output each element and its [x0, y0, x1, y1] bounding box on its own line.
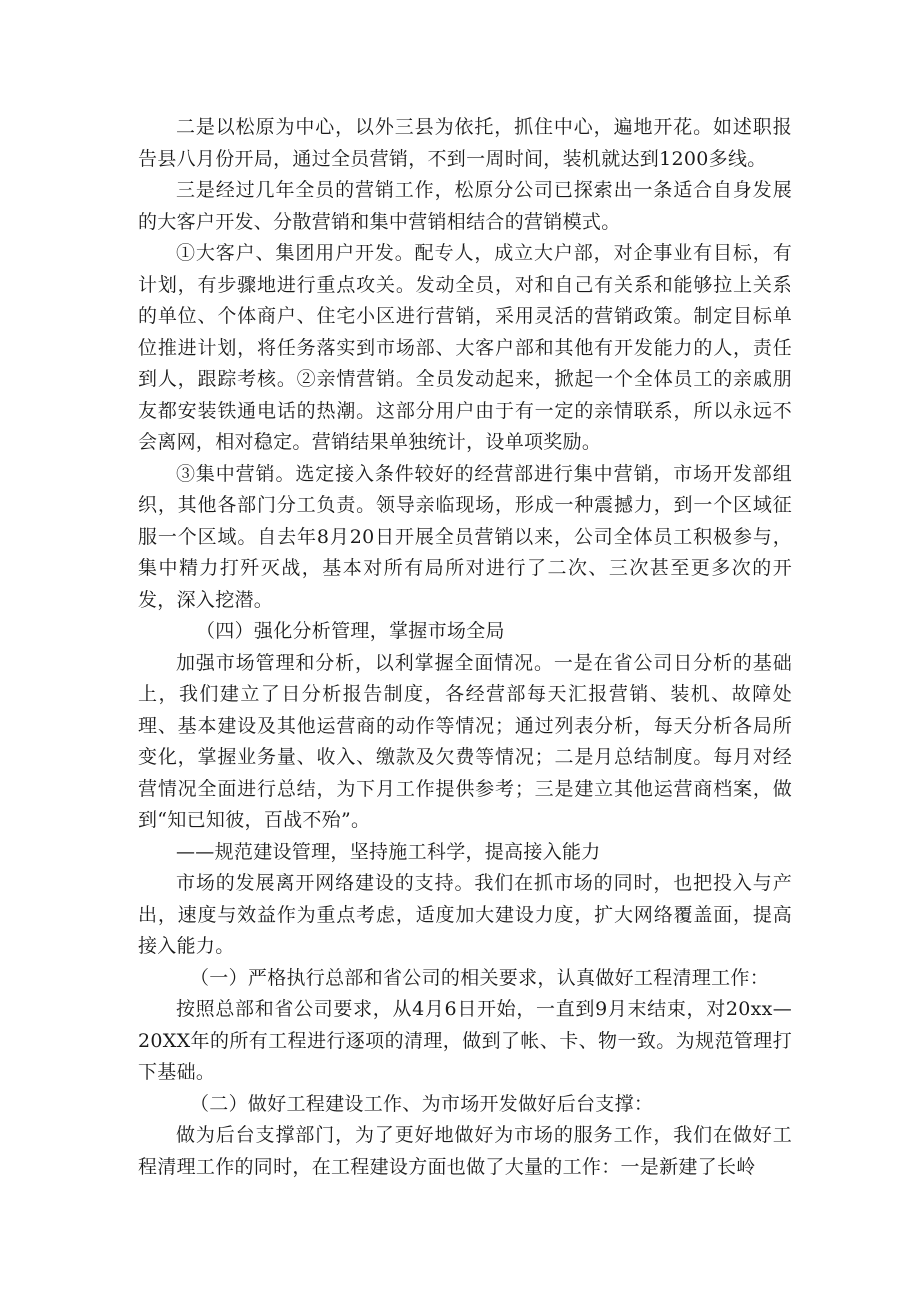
paragraph-4: ③集中营销。选定接入条件较好的经营部进行集中营销，市场开发部组织，其他各部门分工负责。领导亲临现场，形成一种震撼力，到一个区域征服一个区域。自去年8月20日开展全员营销以来，公司全体员工积极参与，集中精力打歼灭战，基本对所有局所对进行了二次、三次甚至更多次的开发，深入挖潜。 — [138, 462, 792, 611]
paragraph-3: ①大客户、集团用户开发。配专人，成立大户部，对企事业有目标，有计划，有步骤地进行重点攻关。发动全员，对和自己有关系和能够拉上关系的单位、个体商户、住宅小区进行营销，采用灵活的营销政策。制定目标单位推进计划，将任务落实到市场部、大客户部和其他有开发能力的人，责任到人，跟踪考核。②亲情营销。全员发动起来，掀起一个全体员工的亲戚朋友都安装铁通电话的热潮。这部分用户由于有一定的亲情联系，所以永远不会离网，相对稳定。营销结果单独统计，设单项奖励。 — [138, 242, 792, 453]
paragraph-10: 按照总部和省公司要求，从4月6日开始，一直到9月末结束，对20xx—20XX年的所有工程进行逐项的清理，做到了帐、卡、物一致。为规范管理打下基础。 — [138, 998, 792, 1083]
section-heading-4: （四）强化分析管理，掌握市场全局 — [196, 620, 505, 642]
section-heading-build: ——规范建设管理，坚持施工科学，提高接入能力 — [176, 840, 601, 863]
paragraph-8: 市场的发展离开网络建设的支持。我们在抓市场的同时，也把投入与产出，速度与效益作为重点考虑，适度加大建设力度，扩大网络覆盖面，提高接入能力。 — [138, 872, 792, 957]
paragraph-2: 三是经过几年全员的营销工作，松原分公司已探索出一条适合自身发展的大客户开发、分散营销和集中营销相结合的营销模式。 — [138, 179, 792, 233]
document-page — [138, 112, 792, 1183]
section-heading-1: （一）严格执行总部和省公司的相关要求，认真做好工程清理工作： — [190, 966, 770, 989]
paragraph-6: 加强市场管理和分析，以利掌握全面情况。一是在省公司日分析的基础上，我们建立了日分析报告制度，各经营部每天汇报营销、装机、故障处理、基本建设及其他运营商的动作等情况；通过列表分析，每天分析各局所变化，掌握业务量、收入、缴款及欠费等情况；二是月总结制度。每月对经营情况全面进行总结，为下月工作提供参考；三是建立其他运营商档案，做到“知已知彼，百战不殆”。 — [138, 651, 792, 831]
paragraph-1: 二是以松原为中心，以外三县为依托，抓住中心，遍地开花。如述职报告县八月份开局，通过全员营销，不到一周时间，装机就达到1200多线。 — [138, 116, 792, 170]
section-heading-2: （二）做好工程建设工作、为市场开发做好后台支撑： — [190, 1092, 654, 1115]
paragraph-12: 做为后台支撑部门，为了更好地做好为市场的服务工作，我们在做好工程清理工作的同时，在工程建设方面也做了大量的工作：一是新建了长岭 — [138, 1124, 792, 1178]
